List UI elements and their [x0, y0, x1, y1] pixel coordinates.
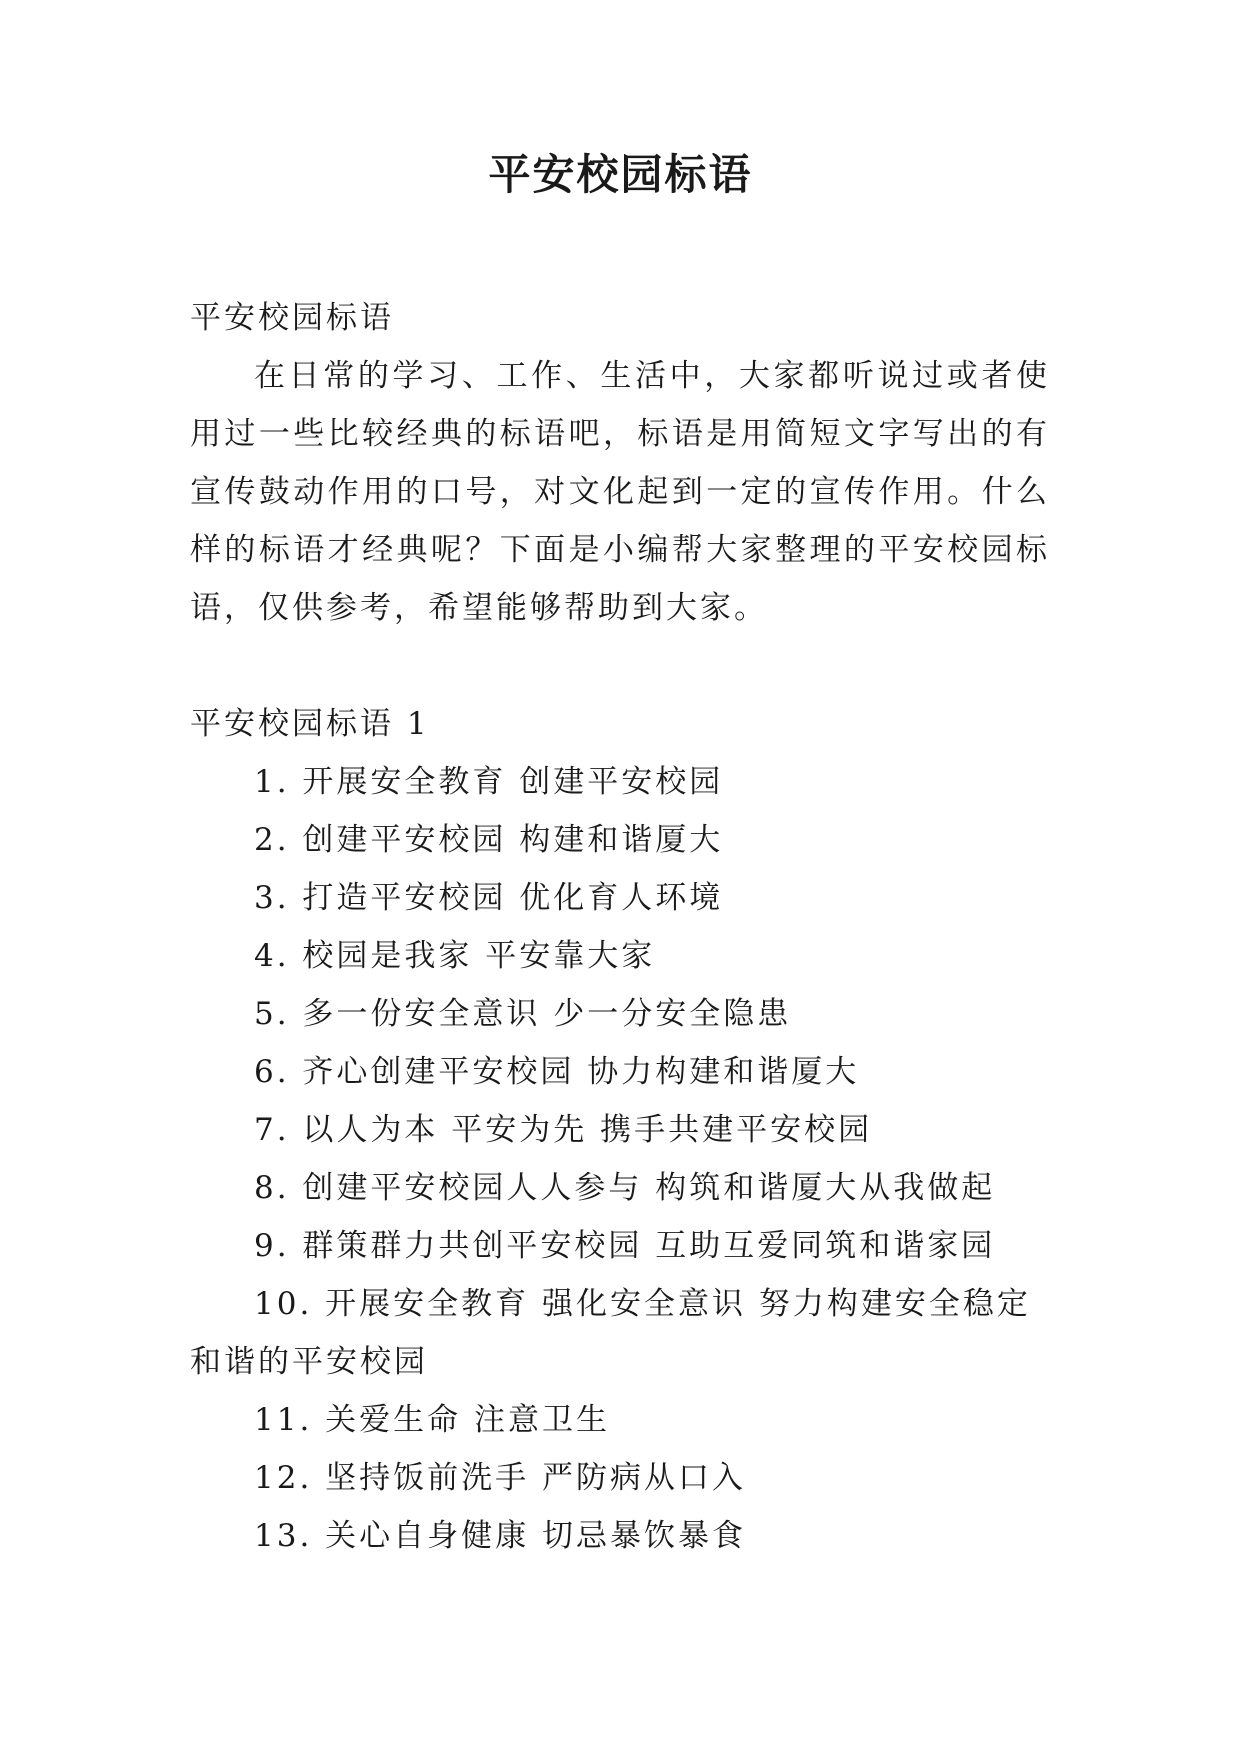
list-item: 11. 关爱生命 注意卫生 [254, 1402, 611, 1438]
document-subtitle: 平安校园标语 [190, 300, 394, 336]
list-item: 9. 群策群力共创平安校园 互助互爱同筑和谐家园 [254, 1228, 996, 1264]
list-item: 8. 创建平安校园人人参与 构筑和谐厦大从我做起 [254, 1170, 996, 1206]
list-item: 12. 坚持饭前洗手 严防病从口入 [254, 1460, 747, 1496]
list-item: 3. 打造平安校园 优化育人环境 [254, 880, 724, 916]
list-item: 13. 关心自身健康 切忌暴饮暴食 [254, 1518, 747, 1554]
list-item: 6. 齐心创建平安校园 协力构建和谐厦大 [254, 1054, 860, 1090]
document-body [190, 289, 1050, 1565]
blank-line [190, 637, 1050, 695]
list-item: 4. 校园是我家 平安靠大家 [254, 938, 656, 974]
section-heading: 平安校园标语 1 [190, 706, 430, 742]
page-title: 平安校园标语 [488, 150, 753, 199]
list-item: 7. 以人为本 平安为先 携手共建平安校园 [254, 1112, 873, 1148]
list-item: 10. 开展安全教育 强化安全意识 努力构建安全稳定和谐的平安校园 [190, 1286, 1031, 1380]
intro-paragraph: 在日常的学习、工作、生活中，大家都听说过或者使用过一些比较经典的标语吧，标语是用简短文字写出的有宣传鼓动作用的口号，对文化起到一定的宣传作用。什么样的标语才经典呢？下面是小编帮大家整理的平安校园标语，仅供参考，希望能够帮助到大家。 [190, 358, 1050, 626]
list-item: 1. 开展安全教育 创建平安校园 [254, 764, 724, 800]
list-item: 2. 创建平安校园 构建和谐厦大 [254, 822, 724, 858]
list-item: 5. 多一份安全意识 少一分安全隐患 [254, 996, 792, 1032]
